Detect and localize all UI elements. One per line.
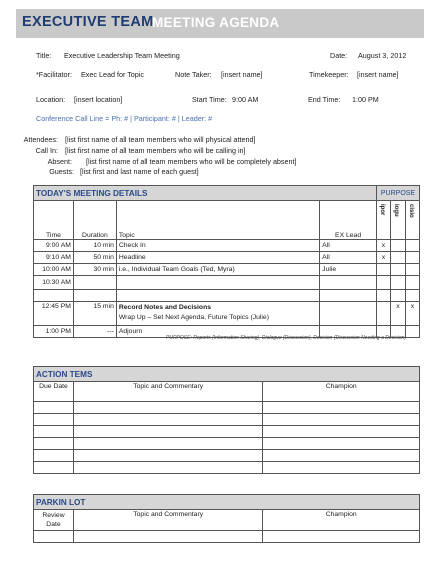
cell[interactable] — [73, 531, 262, 543]
row-time[interactable]: 9:00 AM — [34, 240, 74, 252]
row-topic[interactable]: Check In — [116, 240, 319, 252]
header-title-left: EXECUTIVE TEAM — [22, 14, 154, 30]
attendees-value[interactable]: [list first name of all team members who will physical attend] — [65, 135, 256, 144]
cell[interactable] — [73, 450, 262, 462]
action-items-table — [33, 366, 420, 474]
cell[interactable] — [263, 414, 420, 426]
row-purpose-2[interactable] — [390, 252, 405, 264]
table-row — [34, 531, 420, 543]
row-topic-line2: Wrap Up – Set Next Agenda, Future Topics (Julie) — [118, 314, 269, 321]
callin-label: Call In: — [35, 146, 58, 155]
row-lead[interactable] — [320, 290, 377, 302]
cell[interactable] — [73, 438, 262, 450]
row-topic[interactable]: Adjourn — [116, 326, 319, 338]
row-time[interactable] — [34, 290, 74, 302]
parking-lot-table — [33, 494, 420, 543]
row-lead[interactable]: All — [320, 252, 377, 264]
purpose-header: PURPOSE — [377, 186, 420, 201]
col-lead: EX Lead — [320, 201, 377, 240]
row-lead[interactable] — [320, 276, 377, 290]
start-time-value[interactable]: 9:00 AM — [232, 95, 259, 104]
row-duration[interactable] — [73, 276, 116, 290]
col-topic-commentary: Topic and Commentary — [73, 510, 262, 531]
row-purpose-2[interactable] — [390, 276, 405, 290]
row-purpose-3[interactable] — [405, 276, 419, 290]
guests-value[interactable]: [list first and last name of each guest] — [80, 167, 199, 176]
cell[interactable] — [34, 402, 74, 414]
action-items-title: ACTION TEMS — [34, 367, 420, 382]
details-title: TODAY'S MEETING DETAILS — [34, 186, 377, 201]
facilitator-label: *Facilitator: — [36, 70, 72, 79]
table-row — [34, 402, 420, 414]
cell[interactable] — [263, 402, 420, 414]
cell[interactable] — [34, 414, 74, 426]
cell[interactable] — [263, 462, 420, 474]
guests-label: Guests: — [49, 167, 74, 176]
header-title-right: MEETING AGENDA — [152, 15, 280, 30]
row-time[interactable]: 10:00 AM — [34, 264, 74, 276]
row-purpose-3[interactable] — [405, 264, 419, 276]
table-row — [34, 276, 420, 290]
row-purpose-2[interactable]: x — [390, 302, 405, 326]
table-row — [34, 414, 420, 426]
row-duration[interactable]: 10 min — [73, 240, 116, 252]
row-purpose-3[interactable] — [405, 290, 419, 302]
callin-value[interactable]: [list first name of all team members who will be calling in] — [65, 146, 246, 155]
table-row — [34, 462, 420, 474]
end-time-label: End Time: — [308, 95, 341, 104]
row-topic[interactable] — [116, 290, 319, 302]
row-duration[interactable]: 50 min — [73, 252, 116, 264]
absent-value[interactable]: [list first name of all team members who will be completely absent] — [86, 157, 297, 166]
cell[interactable] — [263, 426, 420, 438]
table-row — [34, 252, 420, 264]
notetaker-value[interactable]: [insert name] — [221, 70, 263, 79]
row-topic[interactable]: Headline — [116, 252, 319, 264]
col-review-date: Review Date — [34, 510, 74, 531]
col-time: Time — [34, 201, 74, 240]
cell[interactable] — [34, 438, 74, 450]
row-purpose-3[interactable] — [405, 326, 419, 338]
row-duration[interactable]: 15 min — [73, 302, 116, 326]
location-value[interactable]: [insert location] — [74, 95, 123, 104]
row-purpose-1[interactable] — [377, 276, 391, 290]
date-label: Date: — [330, 51, 348, 60]
table-row — [34, 426, 420, 438]
col-topic-commentary: Topic and Commentary — [73, 382, 262, 402]
row-time[interactable]: 9:10 AM — [34, 252, 74, 264]
row-topic[interactable] — [116, 302, 319, 326]
details-column-header-row — [34, 201, 420, 240]
purpose-col-2: iogu — [390, 201, 405, 240]
title-label: Title: — [36, 51, 52, 60]
timekeeper-label: Timekeeper: — [309, 70, 349, 79]
row-purpose-3[interactable] — [405, 252, 419, 264]
row-purpose-1[interactable]: x — [377, 252, 391, 264]
cell[interactable] — [263, 450, 420, 462]
row-duration[interactable] — [73, 290, 116, 302]
cell[interactable] — [263, 531, 420, 543]
table-row — [34, 302, 420, 326]
attendees-label: Attendees: — [23, 135, 58, 144]
parking-lot-title: PARKIN LOT — [34, 495, 420, 510]
col-champion: Champion — [263, 382, 420, 402]
row-time[interactable]: 1:00 PM — [34, 326, 74, 338]
row-topic[interactable]: i.e., Individual Team Goals (Ted, Myra) — [116, 264, 319, 276]
row-purpose-1[interactable]: x — [377, 240, 391, 252]
row-duration[interactable]: 30 min — [73, 264, 116, 276]
col-due-date: Due Date — [34, 382, 74, 402]
cell[interactable] — [73, 402, 262, 414]
cell[interactable] — [263, 438, 420, 450]
absent-label: Absent: — [47, 157, 72, 166]
meeting-details-table — [33, 185, 420, 338]
cell[interactable] — [34, 426, 74, 438]
timekeeper-value[interactable]: [insert name] — [357, 70, 399, 79]
table-row — [34, 290, 420, 302]
row-purpose-1[interactable] — [377, 302, 391, 326]
details-header-row — [34, 186, 420, 201]
table-row — [34, 240, 420, 252]
end-time-value[interactable]: 1:00 PM — [352, 95, 379, 104]
cell[interactable] — [73, 462, 262, 474]
col-duration: Duration — [73, 201, 116, 240]
purpose-col-3: cisio — [405, 201, 419, 240]
row-purpose-2[interactable] — [390, 264, 405, 276]
cell[interactable] — [34, 462, 74, 474]
table-row — [34, 264, 420, 276]
cell[interactable] — [73, 426, 262, 438]
row-topic-line1: Record Notes and Decisions — [118, 304, 212, 311]
location-label: Location: — [36, 95, 66, 104]
row-topic[interactable] — [116, 276, 319, 290]
table-row — [34, 450, 420, 462]
row-purpose-2[interactable] — [390, 240, 405, 252]
row-purpose-1[interactable] — [377, 264, 391, 276]
col-champion: Champion — [263, 510, 420, 531]
cell[interactable] — [73, 414, 262, 426]
row-lead[interactable] — [320, 302, 377, 326]
header-banner — [16, 9, 424, 38]
conference-call-line: Conference Call Line = Ph: # | Participant: # | Leader: # — [36, 114, 213, 123]
row-purpose-2[interactable] — [390, 290, 405, 302]
col-topic: Topic — [116, 201, 319, 240]
row-lead[interactable]: All — [320, 240, 377, 252]
row-duration[interactable]: --- — [73, 326, 116, 338]
row-time[interactable]: 10:30 AM — [34, 276, 74, 290]
purpose-note: PURPOSE: Reports (Information Sharing), Dialogue (Discussion), Decision (Discussion Needing a Decision) — [166, 335, 407, 341]
facilitator-value[interactable]: Exec Lead for Topic — [81, 70, 144, 79]
row-lead[interactable]: Julie — [320, 264, 377, 276]
notetaker-label: Note Taker: — [175, 70, 212, 79]
date-value[interactable]: August 3, 2012 — [358, 51, 407, 60]
cell[interactable] — [34, 531, 74, 543]
purpose-col-1: ipor — [377, 201, 391, 240]
row-time[interactable]: 12:45 PM — [34, 302, 74, 326]
start-time-label: Start Time: — [192, 95, 227, 104]
row-purpose-3[interactable]: x — [405, 302, 419, 326]
row-purpose-3[interactable] — [405, 240, 419, 252]
title-value[interactable]: Executive Leadership Team Meeting — [64, 51, 180, 60]
row-purpose-1[interactable] — [377, 290, 391, 302]
table-row — [34, 438, 420, 450]
cell[interactable] — [34, 450, 74, 462]
